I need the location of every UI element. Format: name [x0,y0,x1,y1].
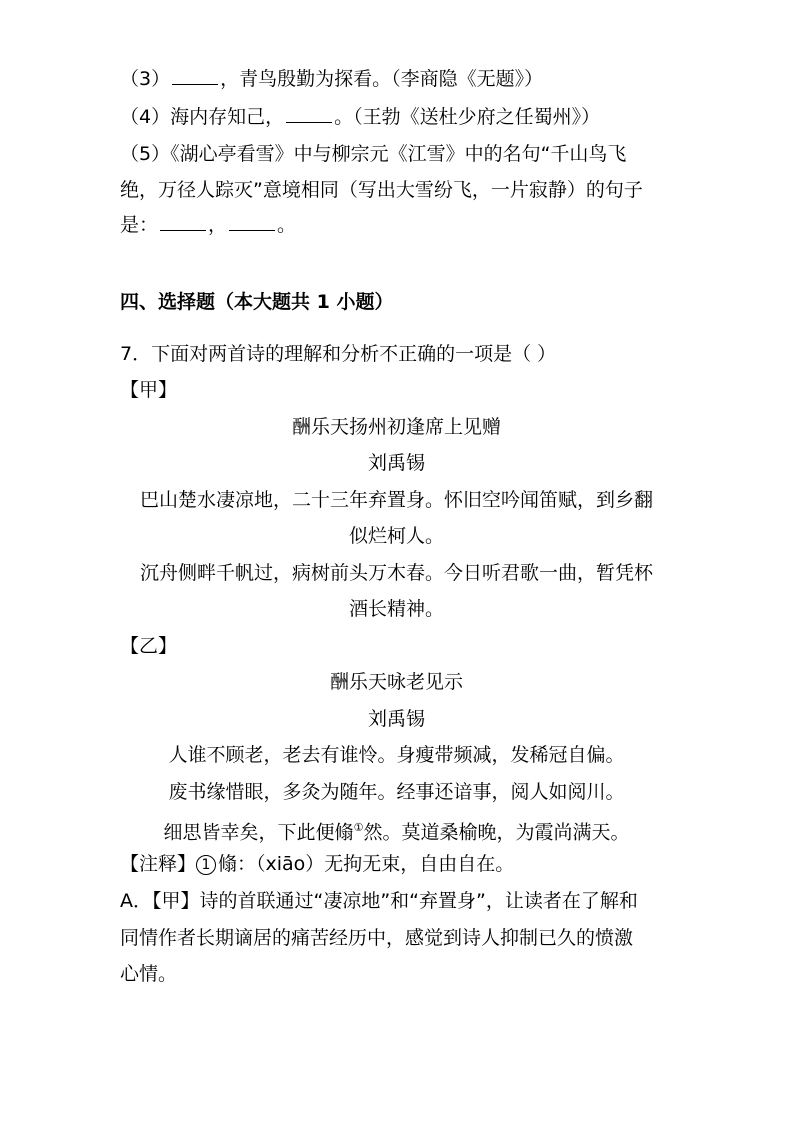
note-line [120,852,680,876]
poem-a-title: 酬乐天扬州初逢席上见赠 [291,416,501,438]
punct: 。 [277,214,297,236]
note-label: 【注释】 [120,853,197,875]
answer-blank[interactable] [229,214,275,231]
poem-a-line: 似烂柯人。 [348,525,444,547]
item-text: 海内存知己， [170,106,285,128]
footnote-marker: ① [353,821,364,834]
section-heading: 四、选择题（本大题共 1 小题） [120,291,394,313]
poem-b-line: 人谁不顾老，老去有谁怜。身瘦带频减，发稀冠自偏。 [168,744,625,766]
poem-b-line: 废书缘惜眼，多灸为随年。经事还谙事，阅人如阅川。 [168,781,625,803]
q6-item5-line2: 绝，万径人踪灭”意境相同（写出大雪纷飞，一片寂静）的句子 [120,179,643,201]
q6-item3 [120,67,680,91]
option-a-line3: 心情。 [120,963,178,985]
poem-a-line: 巴山楚水凄凉地，二十三年弃置身。怀旧空吟闻笛赋，到乡翻 [139,489,653,511]
q6-item5-line3 [120,213,680,237]
item-text: 是： [120,214,159,236]
answer-blank[interactable] [172,68,218,85]
poem-a-label: 【甲】 [120,379,178,401]
punct: ， [208,214,228,236]
item-number: （3） [120,68,171,90]
poem-text: 然。莫道桑榆晚，为霞尚满天。 [363,821,630,844]
poem-a-line: 酒长精神。 [348,598,444,620]
q7-stem: 7．下面对两首诗的理解和分析不正确的一项是（ ） [120,343,557,365]
poem-a-line: 沉舟侧畔千帆过，病树前头万木春。今日听君歌一曲，暂凭杯 [139,562,653,584]
item-text: ，青鸟殷勤为探看。（李商隐《无题》） [220,68,544,90]
item-number: （4） [120,106,171,128]
circled-number-icon: 1 [196,855,216,875]
note-text: 翛：（xiāo）无拘无束，自由自在。 [218,853,515,875]
poem-a-author: 刘禹锡 [367,452,425,474]
q6-item5-line1: （5）《湖心亭看雪》中与柳宗元《江雪》中的名句“千山鸟飞 [120,143,627,165]
poem-b-label: 【乙】 [120,635,178,657]
answer-blank[interactable] [286,106,332,123]
q6-item4 [120,105,680,129]
poem-b-title: 酬乐天咏老见示 [329,671,463,693]
option-a-line2: 同情作者长期谪居的痛苦经历中，感觉到诗人抑制已久的愤激 [120,927,634,949]
option-a-line1: A．【甲】诗的首联通过“凄凉地”和“弃置身”，让读者在了解和 [120,890,638,912]
answer-blank[interactable] [160,214,206,231]
poem-text: 细思皆幸矣，下此便翛 [163,821,354,844]
item-text: 。（王勃《送杜少府之任蜀州》） [334,106,601,128]
poem-b-author: 刘禹锡 [367,708,425,730]
poem-b-line3 [0,816,793,844]
